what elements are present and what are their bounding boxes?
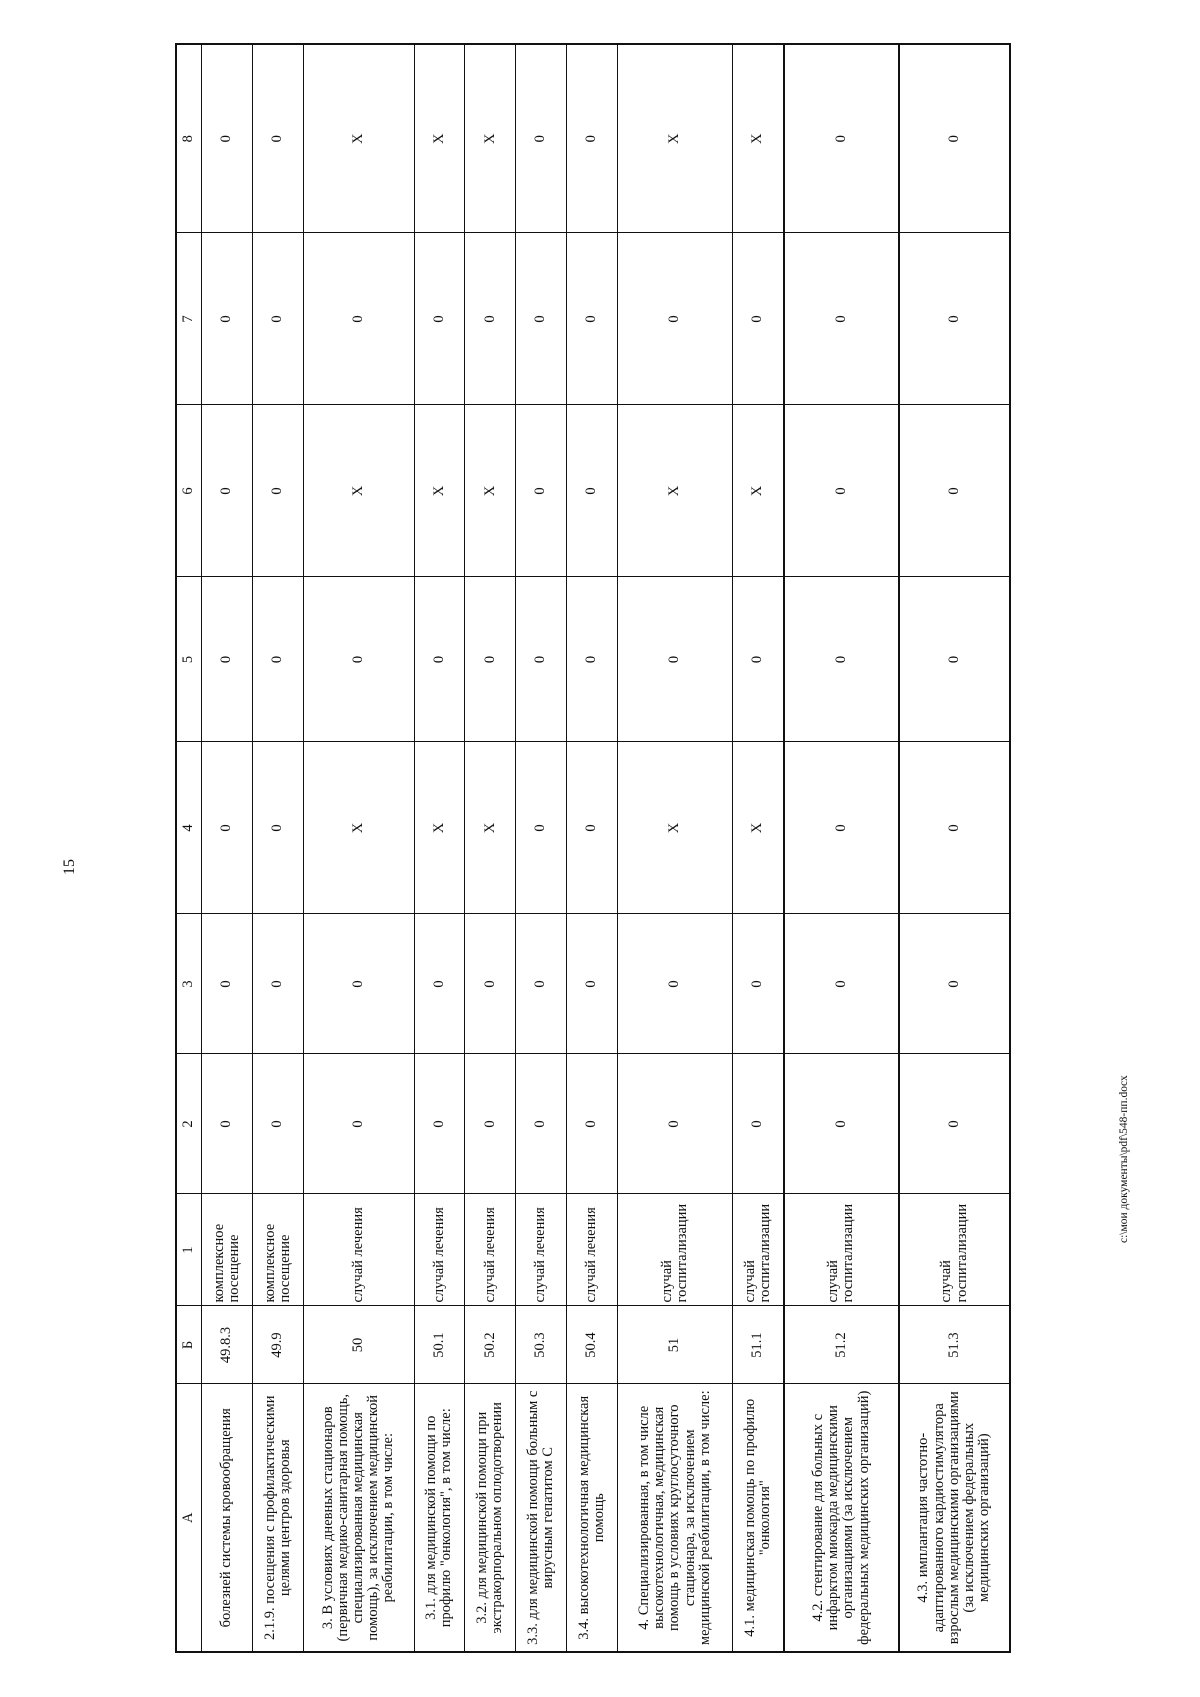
- cell-col-7: 0: [202, 233, 253, 405]
- page-number: 15: [61, 859, 78, 875]
- cell-col-2: 0: [617, 1054, 733, 1194]
- row-unit: случай госпитализации: [733, 1194, 784, 1306]
- cell-col-4: 0: [566, 742, 617, 914]
- cell-col-7: 0: [617, 233, 733, 405]
- cell-col-2: 0: [252, 1054, 303, 1194]
- row-description: 3. В условиях дневных стационаров (первичная медико-санитарная помощь, специализированная медицинская помощь), за исключением медицинской реабилитации, в том числе:: [303, 1384, 414, 1652]
- row-description: 4.3. имплантация частотно-адаптированного кардиостимулятора взрослым медицинскими организациями (за исключением федеральных медицинских организаций): [899, 1384, 1010, 1652]
- table-row: [414, 44, 465, 1652]
- header-col-5: 5: [176, 577, 202, 742]
- cell-col-6: 0: [516, 405, 567, 577]
- header-col-7: 7: [176, 233, 202, 405]
- row-code: 50: [303, 1306, 414, 1384]
- row-description: 4.2. стентирование для больных с инфарктом миокарда медицинскими организациями (за исключением федеральных медицинских организаций): [784, 1384, 900, 1652]
- cell-col-7: 0: [414, 233, 465, 405]
- cell-col-4: X: [733, 742, 784, 914]
- row-code: 50.2: [465, 1306, 516, 1384]
- data-table: [175, 43, 1011, 1653]
- row-unit: случай госпитализации: [899, 1194, 1010, 1306]
- cell-col-6: X: [414, 405, 465, 577]
- cell-col-7: 0: [252, 233, 303, 405]
- row-unit: комплексное посещение: [202, 1194, 253, 1306]
- table-row: [252, 44, 303, 1652]
- header-col-4: 4: [176, 742, 202, 914]
- cell-col-5: 0: [252, 577, 303, 742]
- cell-col-3: 0: [899, 914, 1010, 1054]
- cell-col-8: X: [303, 44, 414, 233]
- row-description: болезней системы кровообращения: [202, 1384, 253, 1652]
- row-unit: случай госпитализации: [784, 1194, 900, 1306]
- cell-col-8: 0: [566, 44, 617, 233]
- cell-col-3: 0: [252, 914, 303, 1054]
- row-code: 49.9: [252, 1306, 303, 1384]
- cell-col-7: 0: [899, 233, 1010, 405]
- row-unit: случай лечения: [516, 1194, 567, 1306]
- cell-col-2: 0: [733, 1054, 784, 1194]
- cell-col-8: 0: [252, 44, 303, 233]
- cell-col-4: 0: [202, 742, 253, 914]
- row-code: 51: [617, 1306, 733, 1384]
- cell-col-3: 0: [617, 914, 733, 1054]
- cell-col-3: 0: [465, 914, 516, 1054]
- cell-col-7: 0: [733, 233, 784, 405]
- table-row: [303, 44, 414, 1652]
- row-description: 4.1. медицинская помощь по профилю "онкология": [733, 1384, 784, 1652]
- row-unit: случай лечения: [465, 1194, 516, 1306]
- cell-col-7: 0: [303, 233, 414, 405]
- cell-col-5: 0: [733, 577, 784, 742]
- cell-col-3: 0: [566, 914, 617, 1054]
- row-description: 3.1. для медицинской помощи по профилю "онкология", в том числе:: [414, 1384, 465, 1652]
- header-col-b: Б: [176, 1306, 202, 1384]
- cell-col-5: 0: [465, 577, 516, 742]
- cell-col-2: 0: [465, 1054, 516, 1194]
- cell-col-7: 0: [516, 233, 567, 405]
- row-code: 50.4: [566, 1306, 617, 1384]
- cell-col-5: 0: [784, 577, 900, 742]
- table-row: [516, 44, 567, 1652]
- cell-col-2: 0: [899, 1054, 1010, 1194]
- row-code: 51.3: [899, 1306, 1010, 1384]
- cell-col-2: 0: [202, 1054, 253, 1194]
- cell-col-2: 0: [303, 1054, 414, 1194]
- cell-col-4: 0: [252, 742, 303, 914]
- row-unit: случай лечения: [303, 1194, 414, 1306]
- table-row: [566, 44, 617, 1652]
- cell-col-6: X: [733, 405, 784, 577]
- cell-col-3: 0: [784, 914, 900, 1054]
- cell-col-8: X: [733, 44, 784, 233]
- cell-col-4: 0: [784, 742, 900, 914]
- row-unit: случай лечения: [414, 1194, 465, 1306]
- table-row: [617, 44, 733, 1652]
- header-col-1: 1: [176, 1194, 202, 1306]
- row-description: 3.2. для медицинской помощи при экстракорпоральном оплодотворении: [465, 1384, 516, 1652]
- cell-col-6: X: [617, 405, 733, 577]
- row-code: 50.1: [414, 1306, 465, 1384]
- cell-col-5: 0: [303, 577, 414, 742]
- cell-col-6: 0: [202, 405, 253, 577]
- cell-col-6: 0: [566, 405, 617, 577]
- cell-col-7: 0: [465, 233, 516, 405]
- cell-col-6: X: [303, 405, 414, 577]
- table-header-row: [176, 44, 202, 1652]
- cell-col-6: 0: [899, 405, 1010, 577]
- cell-col-8: 0: [516, 44, 567, 233]
- rotated-table-container: [175, 45, 1011, 1653]
- cell-col-6: X: [465, 405, 516, 577]
- row-code: 50.3: [516, 1306, 567, 1384]
- cell-col-2: 0: [566, 1054, 617, 1194]
- header-col-3: 3: [176, 914, 202, 1054]
- cell-col-4: 0: [516, 742, 567, 914]
- cell-col-8: 0: [784, 44, 900, 233]
- cell-col-4: X: [465, 742, 516, 914]
- cell-col-5: 0: [617, 577, 733, 742]
- cell-col-2: 0: [784, 1054, 900, 1194]
- header-col-6: 6: [176, 405, 202, 577]
- row-description: 2.1.9. посещения с профилактическими целями центров здоровья: [252, 1384, 303, 1652]
- cell-col-2: 0: [414, 1054, 465, 1194]
- header-col-a: А: [176, 1384, 202, 1652]
- cell-col-4: X: [414, 742, 465, 914]
- header-col-2: 2: [176, 1054, 202, 1194]
- table-row: [465, 44, 516, 1652]
- row-unit: случай лечения: [566, 1194, 617, 1306]
- cell-col-6: 0: [252, 405, 303, 577]
- row-code: 51.2: [784, 1306, 900, 1384]
- cell-col-3: 0: [202, 914, 253, 1054]
- cell-col-3: 0: [414, 914, 465, 1054]
- row-description: 4. Специализированная, в том числе высокотехнологичная, медицинская помощь в условиях круглосуточного стационара, за исключением медицинской реабилитации, в том числе:: [617, 1384, 733, 1652]
- cell-col-5: 0: [516, 577, 567, 742]
- table-row: [899, 44, 1010, 1652]
- cell-col-8: 0: [202, 44, 253, 233]
- row-code: 49.8.3: [202, 1306, 253, 1384]
- cell-col-6: 0: [784, 405, 900, 577]
- row-description: 3.3. для медицинской помощи больным с вирусным гепатитом С: [516, 1384, 567, 1652]
- cell-col-5: 0: [414, 577, 465, 742]
- table-row: [733, 44, 784, 1652]
- table-row: [784, 44, 900, 1652]
- table-row: [202, 44, 253, 1652]
- cell-col-8: X: [465, 44, 516, 233]
- cell-col-4: 0: [899, 742, 1010, 914]
- cell-col-4: X: [617, 742, 733, 914]
- row-code: 51.1: [733, 1306, 784, 1384]
- cell-col-8: X: [414, 44, 465, 233]
- cell-col-5: 0: [899, 577, 1010, 742]
- footer-file-path: c:\мои документы\pdf\548-пп.docx: [1118, 1075, 1130, 1243]
- cell-col-3: 0: [516, 914, 567, 1054]
- cell-col-2: 0: [516, 1054, 567, 1194]
- cell-col-7: 0: [566, 233, 617, 405]
- cell-col-5: 0: [202, 577, 253, 742]
- row-unit: комплексное посещение: [252, 1194, 303, 1306]
- cell-col-7: 0: [784, 233, 900, 405]
- row-unit: случай госпитализации: [617, 1194, 733, 1306]
- cell-col-4: X: [303, 742, 414, 914]
- cell-col-8: X: [617, 44, 733, 233]
- cell-col-5: 0: [566, 577, 617, 742]
- cell-col-3: 0: [303, 914, 414, 1054]
- cell-col-8: 0: [899, 44, 1010, 233]
- header-col-8: 8: [176, 44, 202, 233]
- cell-col-3: 0: [733, 914, 784, 1054]
- row-description: 3.4. высокотехнологичная медицинская помощь: [566, 1384, 617, 1652]
